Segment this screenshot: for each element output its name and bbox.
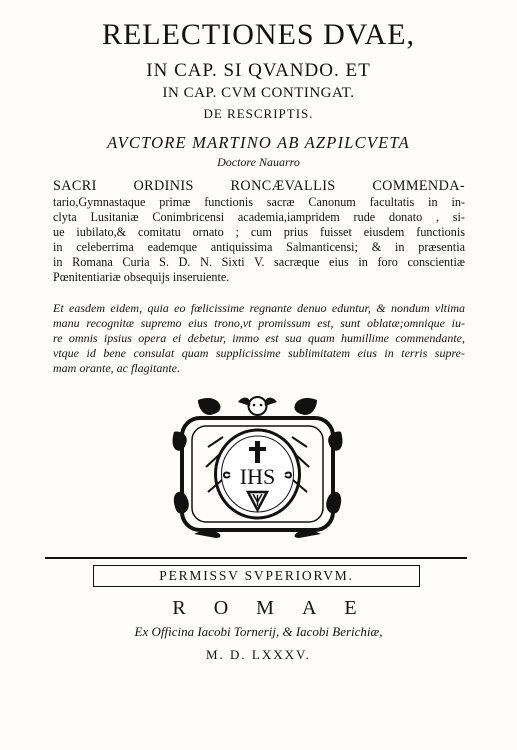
paragraph-line: in celeberrima eademque antiquissima Salmanticensi; & in præsentia <box>53 240 465 254</box>
ihs-monogram: IHS <box>239 464 276 489</box>
paragraph-line: tario,Gymnastaque primæ functionis sacræ Canonum facultatis in in- <box>53 195 465 209</box>
imprint-printer: Ex Officina Iacobi Tornerij, & Iacobi Berichiæ, <box>134 624 383 639</box>
permission-box: PERMISSV SVPERIORVM. <box>93 565 420 587</box>
divider-rule <box>45 557 467 559</box>
paragraph-line: re omnis ipsius opera ei debetur, immo est sua quam humillime commendante, <box>53 331 465 345</box>
paragraph-line: mam orante, ac flagitante. <box>53 361 180 375</box>
paragraph-line: manu recognitæ supremo eius trono,vt promissum est, sunt oblatæ;omnique iu- <box>53 316 465 330</box>
offering-paragraph <box>53 301 465 376</box>
dedication-paragraph <box>53 178 465 285</box>
subtitle-line-3: DE RESCRIPTIS. <box>203 106 314 121</box>
author-dignity: Doctore Nauarro <box>217 155 300 169</box>
main-title: RELECTIONES DVAE, <box>101 18 416 51</box>
imprint-year: M. D. LXXXV. <box>205 647 311 662</box>
paragraph-line: clyta Lusitaniæ Conimbricensi academia,iampridem rude donato , si- <box>53 210 465 224</box>
paragraph-line: SACRI ORDINIS RONCÆVALLIS COMMENDA- <box>53 178 465 194</box>
paragraph-line: ue iubilato,& comitatu ornato ; cum prius fuisset eiusdem functionis <box>53 225 465 239</box>
paragraph-line: vtque id bene consulat quam supplicissime sublimitatem eius in terris supre- <box>53 346 465 360</box>
ihs-ornament-icon <box>168 392 347 539</box>
subtitle-line-2: IN CAP. CVM CONTINGAT. <box>162 85 355 101</box>
subtitle-line-1: IN CAP. SI QVANDO. ET <box>146 60 371 81</box>
author-name: AVCTORE MARTINO AB AZPILCVETA <box>107 133 410 152</box>
paragraph-line: in Romana Curia S. D. N. Sixti V. sacræque eius in foro conscientiæ <box>53 255 465 269</box>
imprint-place: ROMAE <box>172 597 385 619</box>
paragraph-line: Pœnitentiariæ obsequijs inseruiente. <box>53 270 230 284</box>
paragraph-line: Et easdem eidem, quia eo fœlicissime regnante denuo eduntur, & nondum vltima <box>53 301 465 315</box>
